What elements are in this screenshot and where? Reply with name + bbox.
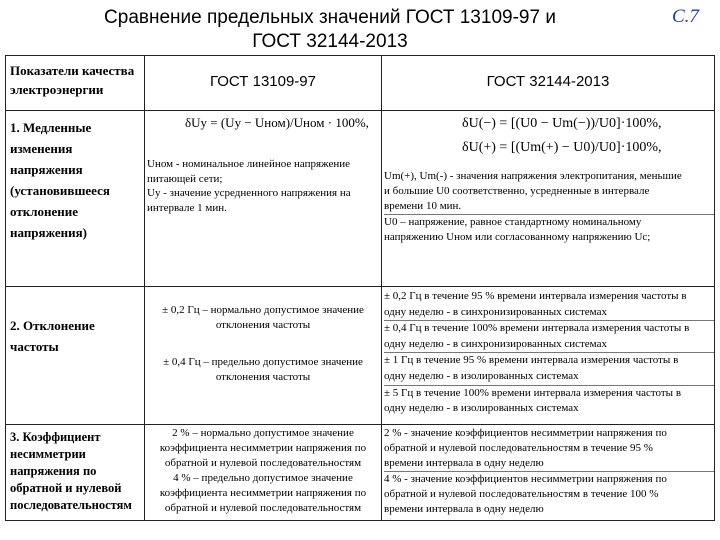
row2-label-cell [6,287,145,425]
row2-new-text: ± 0,2 Гц в течение 95 % времени интервала измерения частоты в одну неделю - в синхронизированных системах ± 0,4 Гц в течение 100% времени интервала измерения частоты в одну неделю - в синхронизированных системах ± 1 Гц в течение 95 % времени интервала измерения частоты в одну неделю - в изолированных системах ± 5 Гц в течение 100% времени интервала измерения частоты в одну неделю - в изолированных системах [382,287,714,417]
row3-new-cell [382,425,715,521]
table-header-row [6,56,715,111]
row1-new-cell [382,111,715,287]
row2-label: 2. Отклонение частоты [10,318,95,354]
header-indicator: Показатели качества электроэнергии [6,56,145,111]
table-row [6,287,715,425]
row1-old-formula [145,111,381,157]
row1-label: 1. Медленные изменения напряжения (установившееся отклонение напряжения) [10,120,110,240]
row3-new-text: 2 % - значение коэффициентов несимметрии напряжения по обратной и нулевой последовательностям в течение 95 % времени интервала в одну неделю 4 % - значение коэффициентов несимметрии напряжения по обратной и нулевой последовательностям в течение 100 % времени интервала в одну неделю [382,425,714,517]
row3-old-cell [145,425,382,521]
row1-new-formula-2: δU(+) = [(Um(+) − U0)/U0]·100%, [462,140,662,155]
page-number: С.7 [672,6,699,27]
row1-old-text: Uном - номинальное линейное напряжение питающей сети; Uу - значение усредненного напряжения на интервале 1 мин. [147,158,351,214]
table-row [6,425,715,521]
title-line-2: ГОСТ 32144-2013 [252,31,408,52]
header-gost-32144: ГОСТ 32144-2013 [382,56,715,111]
row2-new-cell [382,287,715,425]
row3-label: 3. Коэффициент несимметрии напряжения по обратной и нулевой последовательностям [10,430,132,512]
row2-old-cell [145,287,382,425]
comparison-table [5,55,715,521]
header-gost-13109: ГОСТ 13109-97 [145,56,382,111]
row1-new-text: Um(+), Um(-) - значения напряжения электропитания, меньшие и большие U0 соответственно, усредненные в интервале времени 10 мин. U0 – напряжение, равное стандартному номинальному напряжению Uном или согласованному напряжению Uс; [382,159,714,245]
row1-label-cell [6,111,145,287]
row1-old-cell [145,111,382,287]
old-formula-text: δUу = (Uу − Uном)/Uном · 100%, [185,115,369,130]
row3-old-text: 2 % – нормально допустимое значение коэффициента несимметрии напряжения по обратной и нулевой последовательностям 4 % – предельно допустимое значение коэффициента несимметрии напряжения по обратной и нулевой последовательностям [159,427,367,514]
row1-new-formula-1: δU(−) = [(U0 − Um(−))/U0]·100%, [462,116,662,131]
row2-old-text: ± 0,2 Гц – нормально допустимое значение отклонения частоты ± 0,4 Гц – предельно допустимое значение отклонения частоты [162,304,364,383]
table-row [6,111,715,287]
title-line-1: Сравнение предельных значений ГОСТ 13109-97 и [104,7,556,28]
page-title [60,6,600,54]
row3-label-cell [6,425,145,521]
